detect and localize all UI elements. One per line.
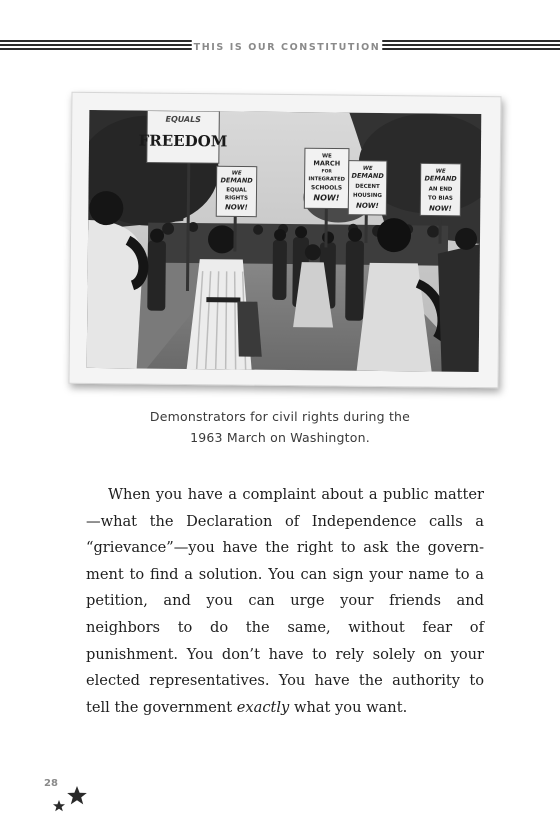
star-ornament-icon xyxy=(50,784,90,814)
sign-equal-rights-line1: WE xyxy=(231,170,242,177)
running-header-title: THIS IS OUR CONSTITUTION xyxy=(193,42,381,53)
photo-caption-line2: 1963 March on Washington. xyxy=(190,430,370,445)
sign-freedom-line1: EQUALS xyxy=(165,114,202,125)
sign-decent-housing-line2: DEMAND xyxy=(351,171,384,181)
sign-end-bias-line5: NOW! xyxy=(428,204,452,213)
sign-integrated-schools-line4: INTEGRATED xyxy=(308,176,345,183)
sign-end-bias-line1: WE xyxy=(435,168,446,175)
body-text-emphasis: exactly xyxy=(236,698,290,716)
sign-equal-rights-line4: RIGHTS xyxy=(224,195,249,202)
sign-decent-housing-line5: NOW! xyxy=(355,201,379,210)
sign-end-bias-line3: AN END xyxy=(428,186,453,193)
sign-freedom xyxy=(138,110,227,163)
sign-integrated-schools xyxy=(304,148,349,208)
sign-integrated-schools-line6: NOW! xyxy=(313,193,340,203)
photo-frame xyxy=(68,92,501,388)
sign-decent-housing-line4: HOUSING xyxy=(352,192,382,200)
photo-caption xyxy=(80,406,480,448)
sign-freedom-line2: FREEDOM xyxy=(138,131,228,151)
running-header xyxy=(0,40,560,56)
sign-end-bias-line4: TO BIAS xyxy=(428,195,453,202)
header-rule-right xyxy=(382,40,560,52)
sign-end-bias xyxy=(420,163,461,215)
body-text-main: When you have a complaint about a public matter—what the Declaration of Independence calls a “grievance”—you have the right to ask the government to find a solution. You can sign your name to a petition, and you can urge your friends and neighbors to do the same, without fear of punishment. You don’t have to rely solely on your elected representatives. You have the authority to tell the government xyxy=(86,486,484,716)
body-paragraph xyxy=(86,482,484,721)
sign-decent-housing-line3: DECENT xyxy=(355,183,380,190)
sign-integrated-schools-line1: WE xyxy=(321,153,332,160)
sign-equal-rights-line3: EQUAL xyxy=(226,187,247,194)
body-text-end: what you want. xyxy=(289,698,408,716)
page-number: 28 xyxy=(44,778,58,789)
header-rule-left xyxy=(0,40,192,52)
march-photograph xyxy=(87,110,482,372)
photo-caption-line1: Demonstrators for civil rights during the xyxy=(149,409,411,424)
sign-decent-housing-line1: WE xyxy=(362,165,373,172)
sign-integrated-schools-line5: SCHOOLS xyxy=(311,185,343,192)
sign-end-bias-line2: DEMAND xyxy=(424,174,457,183)
sign-integrated-schools-line2: MARCH xyxy=(313,159,341,168)
sign-decent-housing xyxy=(348,161,387,215)
sign-equal-rights-line5: NOW! xyxy=(224,203,248,212)
sign-equal-rights-line2: DEMAND xyxy=(220,176,253,185)
sign-equal-rights xyxy=(216,166,257,216)
sign-integrated-schools-line3: FOR xyxy=(321,169,332,175)
march-photograph-illustration xyxy=(87,110,482,372)
